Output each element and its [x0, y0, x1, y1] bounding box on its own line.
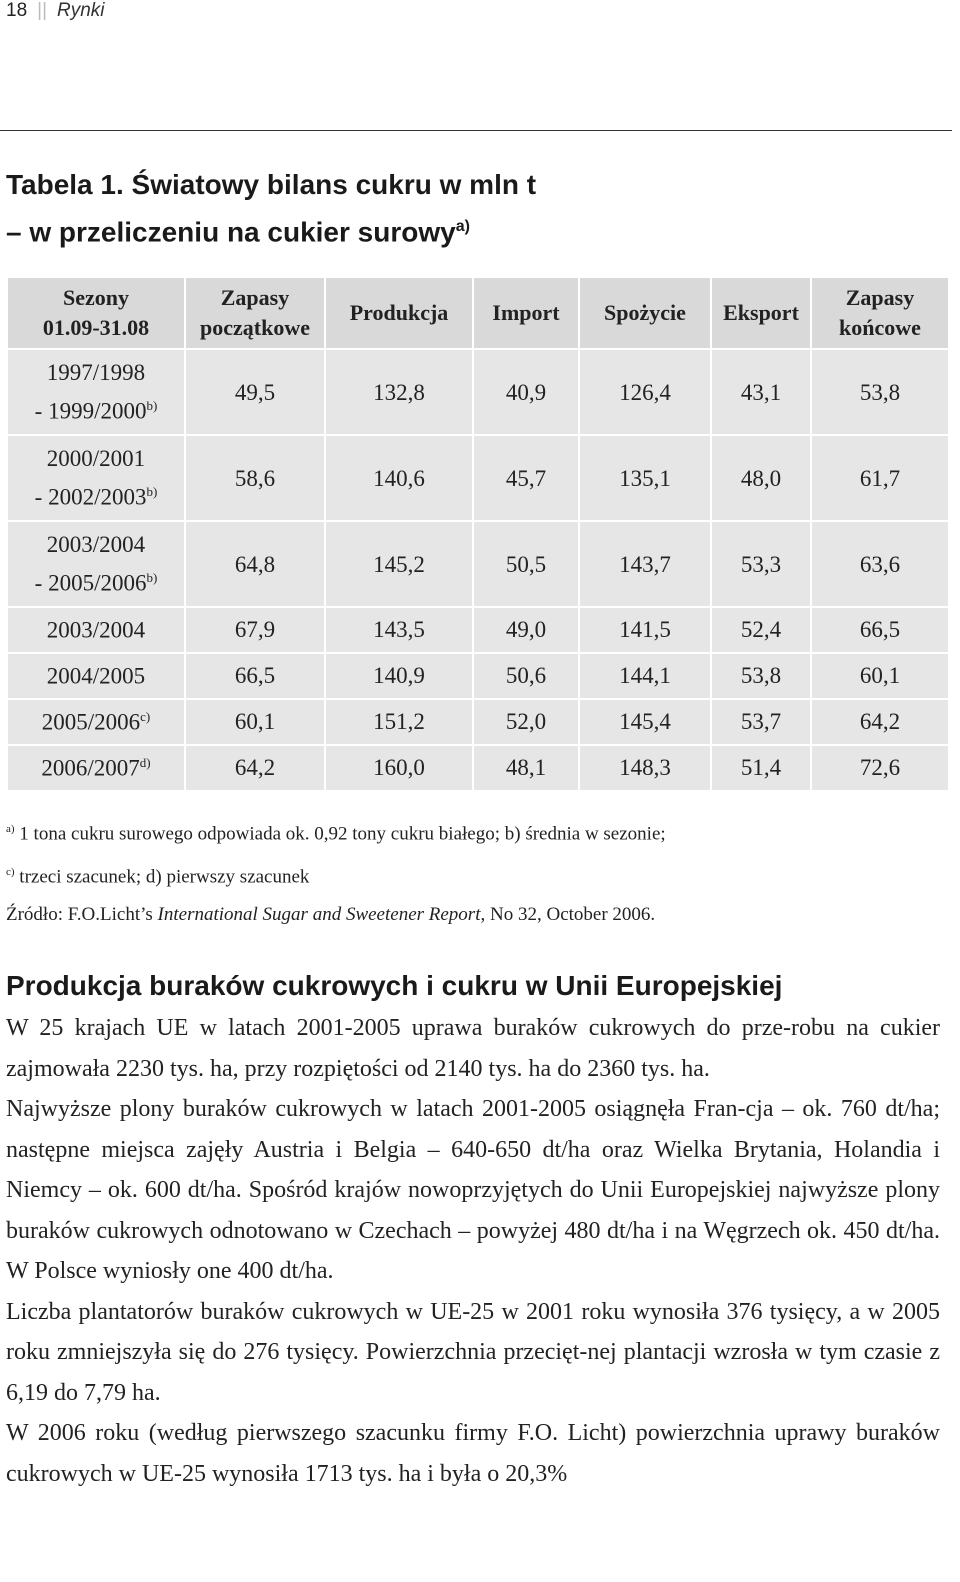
- page-number: 18: [6, 0, 28, 21]
- production-cell: 151,2: [325, 699, 473, 745]
- opening-cell: 60,1: [185, 699, 325, 745]
- table-footnotes: [6, 812, 946, 941]
- closing-cell: 72,6: [811, 745, 949, 791]
- footnote-line-1: $^{a)}$ 1 tona cukru surowego odpowiada ok. 0,92 tony cukru białego; b) średnia w sezonie;: [6, 823, 666, 845]
- opening-cell: 64,2: [185, 745, 325, 791]
- table-row: [7, 349, 949, 435]
- table-title-line1: Tabela 1. Światowy bilans cukru w mln t: [6, 169, 537, 200]
- table-header-row: [7, 277, 949, 349]
- closing-cell: 53,8: [811, 349, 949, 435]
- export-cell: 53,7: [711, 699, 811, 745]
- closing-cell: 64,2: [811, 699, 949, 745]
- footnote-line-2: $^{c)}$ trzeci szacunek; d) pierwszy szacunek: [6, 866, 310, 888]
- table-row: [7, 521, 949, 607]
- consumption-cell: 143,7: [579, 521, 711, 607]
- season-cell: 1997/1998 - 1999/2000$^{b)}$: [7, 349, 185, 435]
- import-cell: 45,7: [473, 435, 579, 521]
- paragraph: Liczba plantatorów buraków cukrowych w UE-25 w 2001 roku wynosiła 376 tysięcy, a w 2005 roku zmniejszyła się do 276 tysięcy. Powierzchnia przecięt-nej plantacji wzrosła w tym czasie z 6,19 do 7,79 ha.: [6, 1298, 940, 1406]
- import-cell: 52,0: [473, 699, 579, 745]
- opening-cell: 58,6: [185, 435, 325, 521]
- header-production: Produkcja: [325, 277, 473, 349]
- season-cell: 2005/2006$^{c)}$: [7, 699, 185, 745]
- production-cell: 143,5: [325, 607, 473, 653]
- import-cell: 40,9: [473, 349, 579, 435]
- import-cell: 49,0: [473, 607, 579, 653]
- table-title-footnote-mark: a): [455, 218, 470, 235]
- import-cell: 50,6: [473, 653, 579, 699]
- export-cell: 53,8: [711, 653, 811, 699]
- header-rule: [0, 130, 952, 131]
- opening-cell: 49,5: [185, 349, 325, 435]
- table-title-line2: – w przeliczeniu na cukier surowy$^{a)}$: [6, 216, 470, 248]
- sugar-balance-table: [6, 276, 950, 792]
- table-title: [6, 164, 906, 253]
- paragraph: W 25 krajach UE w latach 2001-2005 uprawa buraków cukrowych do prze-robu na cukier zajmowała 2230 tys. ha, przy rozpiętości od 2140 tys. ha do 2360 tys. ha.: [6, 1015, 940, 1082]
- import-cell: 48,1: [473, 745, 579, 791]
- closing-cell: 63,6: [811, 521, 949, 607]
- export-cell: 51,4: [711, 745, 811, 791]
- closing-cell: 60,1: [811, 653, 949, 699]
- consumption-cell: 141,5: [579, 607, 711, 653]
- consumption-cell: 135,1: [579, 435, 711, 521]
- export-cell: 43,1: [711, 349, 811, 435]
- table-row: [7, 699, 949, 745]
- production-cell: 140,9: [325, 653, 473, 699]
- paragraph: Najwyższe plony buraków cukrowych w latach 2001-2005 osiągnęła Fran-cja – ok. 760 dt/ha; następne miejsca zajęły Austria i Belgia – 640-650 dt/ha oraz Wielka Brytania, Holandia i Niemcy – ok. 600 dt/ha. Spośród krajów nowoprzyjętych do Unii Europejskiej najwyższe plony buraków cukrowych odnotowano w Czechach – powyżej 480 dt/ha i na Węgrzech ok. 450 dt/ha. W Polsce wyniosły one 400 dt/ha.: [6, 1096, 940, 1284]
- production-cell: 145,2: [325, 521, 473, 607]
- closing-cell: 61,7: [811, 435, 949, 521]
- paragraph: W 2006 roku (według pierwszego szacunku firmy F.O. Licht) powierzchnia uprawy buraków cukrowych w UE-25 wynosiła 1713 tys. ha i była o 20,3%: [6, 1420, 940, 1487]
- opening-cell: 64,8: [185, 521, 325, 607]
- header-closing-stocks: Zapasy końcowe: [811, 277, 949, 349]
- consumption-cell: 148,3: [579, 745, 711, 791]
- opening-cell: 67,9: [185, 607, 325, 653]
- consumption-cell: 145,4: [579, 699, 711, 745]
- header-opening-stocks: Zapasy początkowe: [185, 277, 325, 349]
- season-cell: 2003/2004 - 2005/2006$^{b)}$: [7, 521, 185, 607]
- section-name: Rynki: [57, 0, 105, 21]
- header-consumption: Spożycie: [579, 277, 711, 349]
- production-cell: 132,8: [325, 349, 473, 435]
- export-cell: 52,4: [711, 607, 811, 653]
- season-cell: 2004/2005: [7, 653, 185, 699]
- article-body: [6, 1008, 940, 1494]
- import-cell: 50,5: [473, 521, 579, 607]
- consumption-cell: 144,1: [579, 653, 711, 699]
- table-row: [7, 653, 949, 699]
- consumption-cell: 126,4: [579, 349, 711, 435]
- export-cell: 48,0: [711, 435, 811, 521]
- header-season: Sezony 01.09-31.08: [7, 277, 185, 349]
- running-head: [6, 0, 105, 22]
- source-note: Źródło: F.O.Licht’s International Sugar and Sweetener Report, No 32, October 2006.: [6, 904, 656, 925]
- table-row: [7, 607, 949, 653]
- closing-cell: 66,5: [811, 607, 949, 653]
- season-cell: 2003/2004: [7, 607, 185, 653]
- season-cell: 2000/2001 - 2002/2003$^{b)}$: [7, 435, 185, 521]
- header-export: Eksport: [711, 277, 811, 349]
- production-cell: 160,0: [325, 745, 473, 791]
- section-heading: Produkcja buraków cukrowych i cukru w Unii Europejskiej: [6, 970, 783, 1001]
- header-import: Import: [473, 277, 579, 349]
- export-cell: 53,3: [711, 521, 811, 607]
- season-cell: 2006/2007$^{d)}$: [7, 745, 185, 791]
- production-cell: 140,6: [325, 435, 473, 521]
- table-row: [7, 745, 949, 791]
- opening-cell: 66,5: [185, 653, 325, 699]
- table-row: [7, 435, 949, 521]
- header-separator: ||: [37, 0, 48, 21]
